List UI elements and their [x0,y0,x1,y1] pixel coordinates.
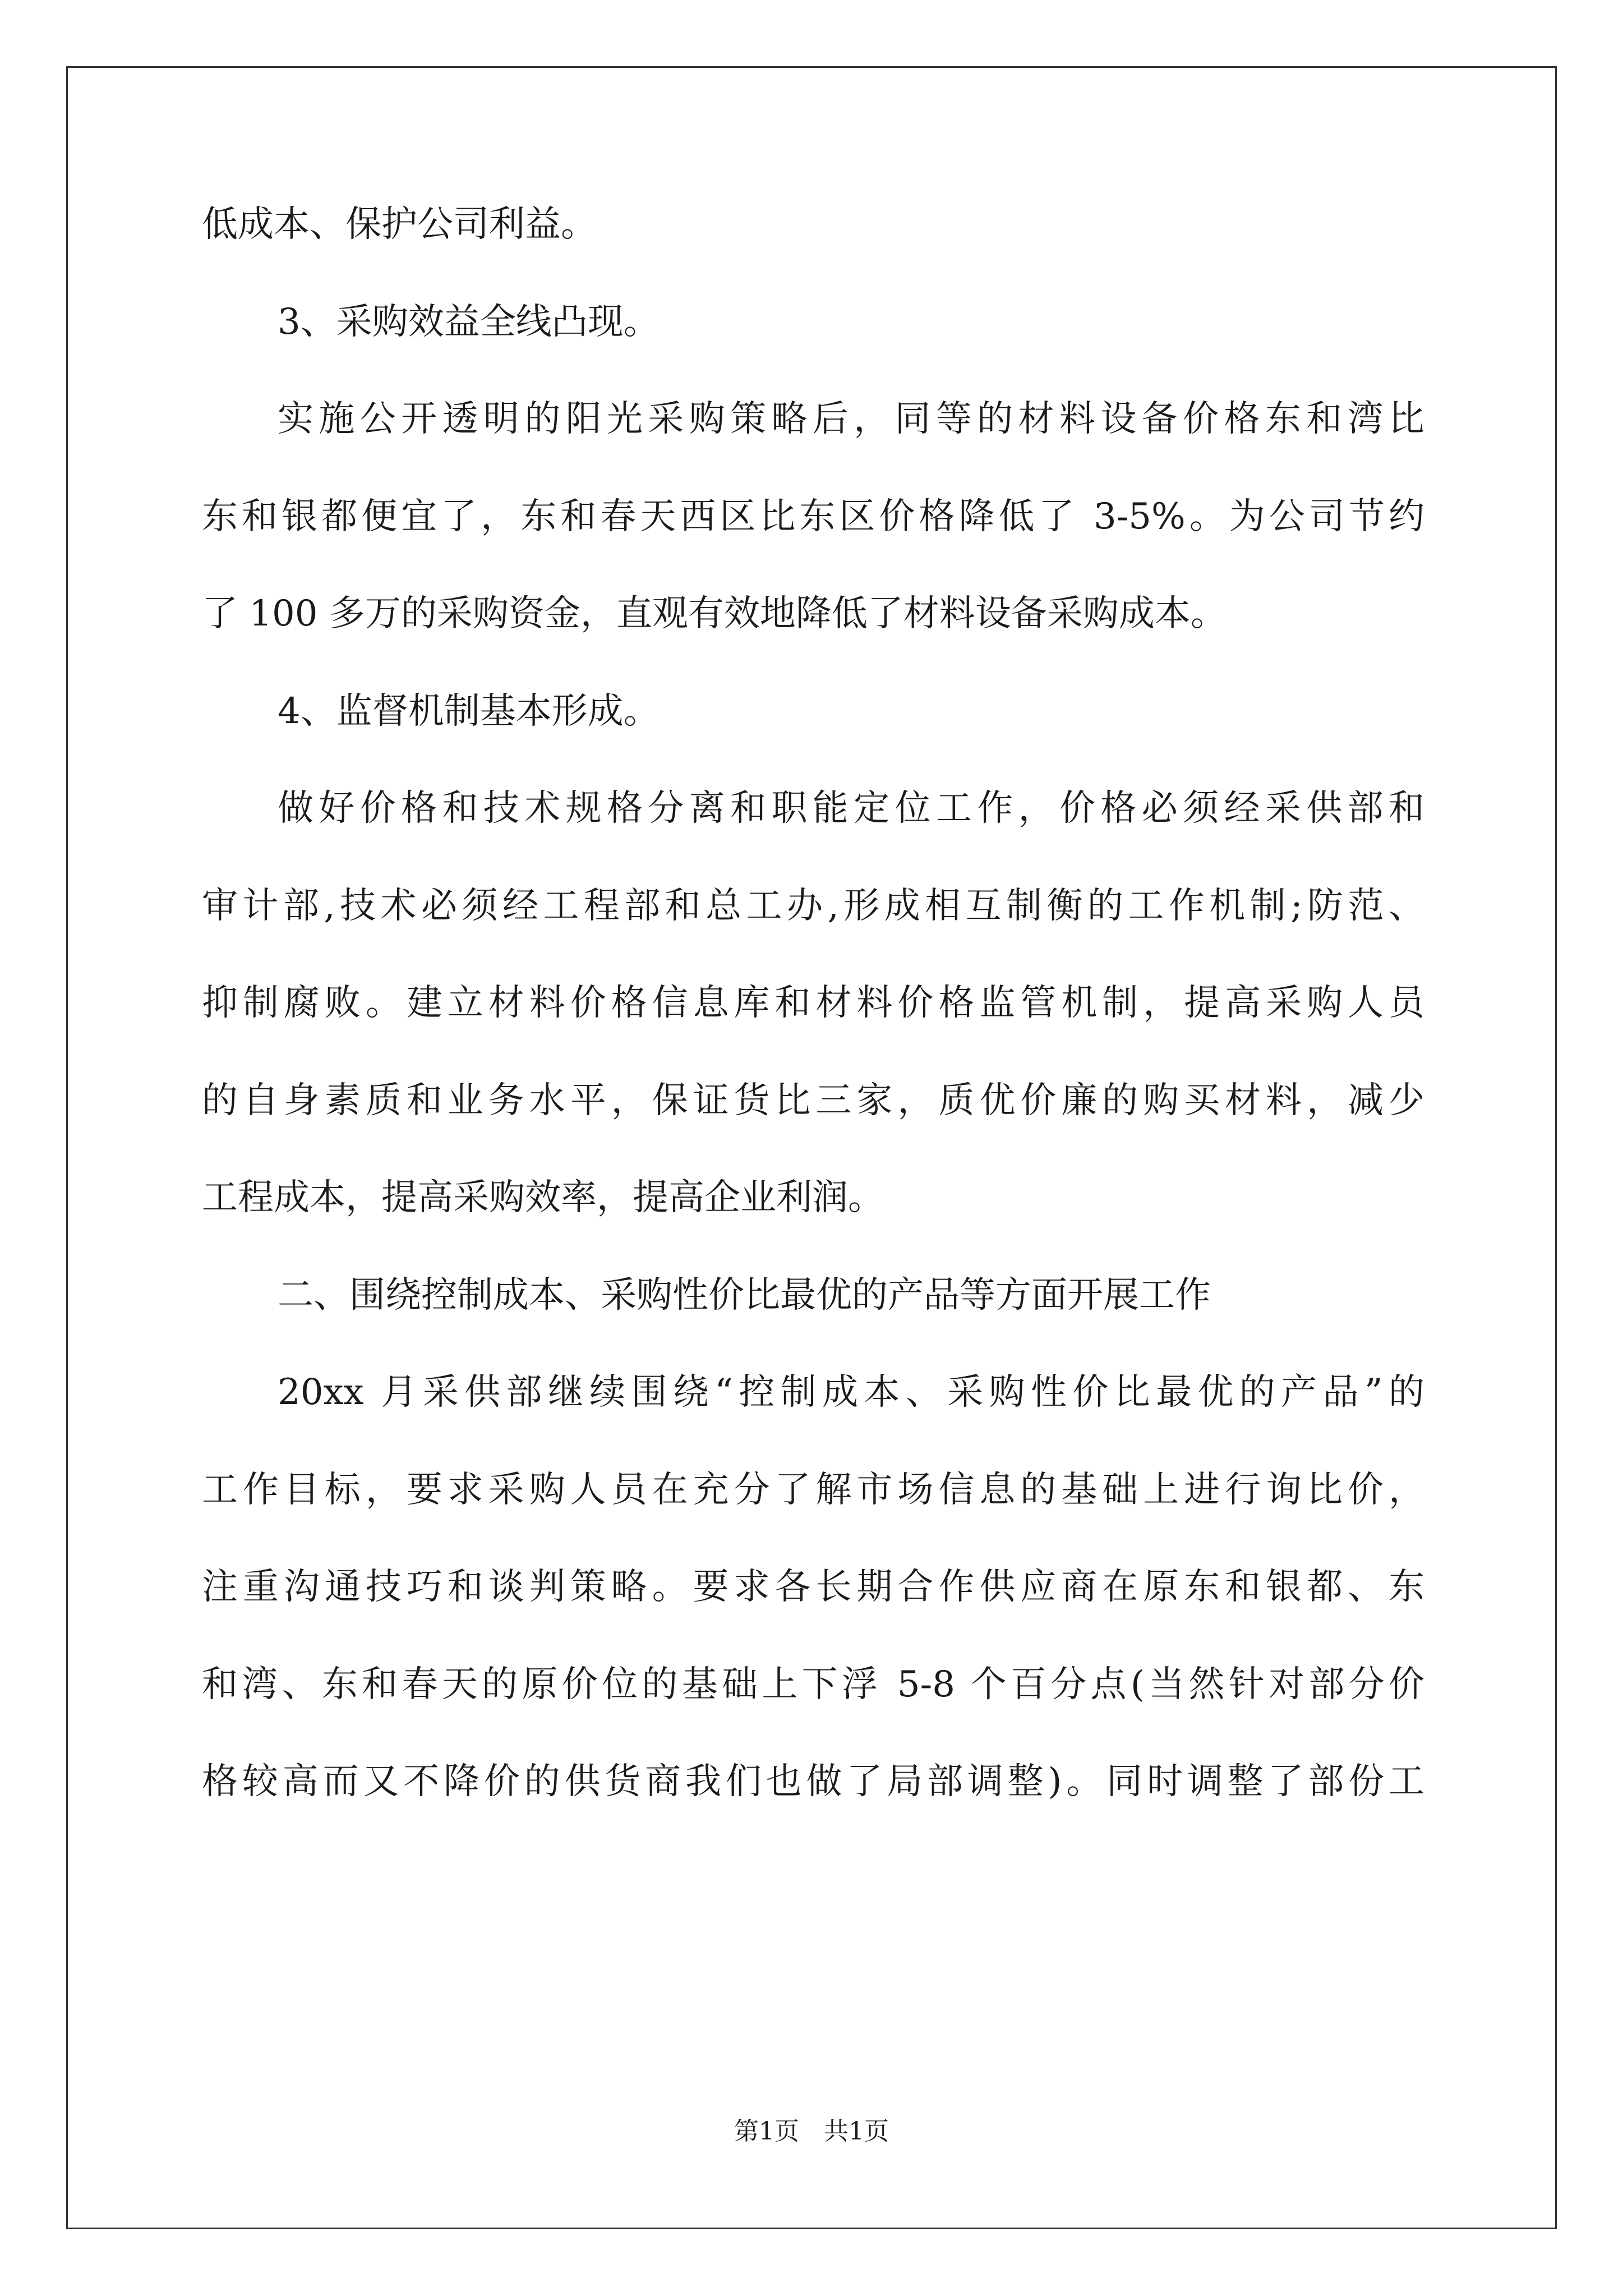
text-line: 和湾、东和春天的原价位的基础上下浮 5-8 个百分点(当然针对部分价 [202,1664,1424,1705]
text-line: 工作目标，要求采购人员在充分了解市场信息的基础上进行询比价， [202,1469,1424,1511]
page-footer: 第1页 共1页 [734,2117,889,2146]
section-heading: 4、监督机制基本形成。 [278,691,660,732]
text-line: 抑制腐败。建立材料价格信息库和材料价格监管机制，提高采购人员 [202,982,1424,1024]
section-heading: 二、围绕控制成本、采购性价比最优的产品等方面开展工作 [278,1274,1211,1316]
text-line: 格较高而又不降价的供货商我们也做了局部调整)。同时调整了部份工 [202,1761,1424,1802]
section-heading: 3、采购效益全线凸现。 [278,301,660,343]
text-line: 工程成本，提高采购效率，提高企业利润。 [202,1177,884,1218]
text-line: 20xx 月采供部继续围绕“控制成本、采购性价比最优的产品”的 [278,1372,1424,1413]
text-line: 做好价格和技术规格分离和职能定位工作，价格必须经采供部和 [278,788,1424,829]
text-line: 实施公开透明的阳光采购策略后，同等的材料设备价格东和湾比 [278,398,1424,440]
text-line: 注重沟通技巧和谈判策略。要求各长期合作供应商在原东和银都、东 [202,1566,1424,1608]
text-line: 了 100 多万的采购资金，直观有效地降低了材料设备采购成本。 [202,593,1227,634]
text-line: 东和银都便宜了，东和春天西区比东区价格降低了 3-5%。为公司节约 [202,496,1424,537]
text-line: 的自身素质和业务水平，保证货比三家，质优价廉的购买材料，减少 [202,1080,1424,1121]
text-line: 审计部,技术必须经工程部和总工办,形成相互制衡的工作机制;防范、 [202,885,1424,927]
text-line: 低成本、保护公司利益。 [202,204,597,245]
